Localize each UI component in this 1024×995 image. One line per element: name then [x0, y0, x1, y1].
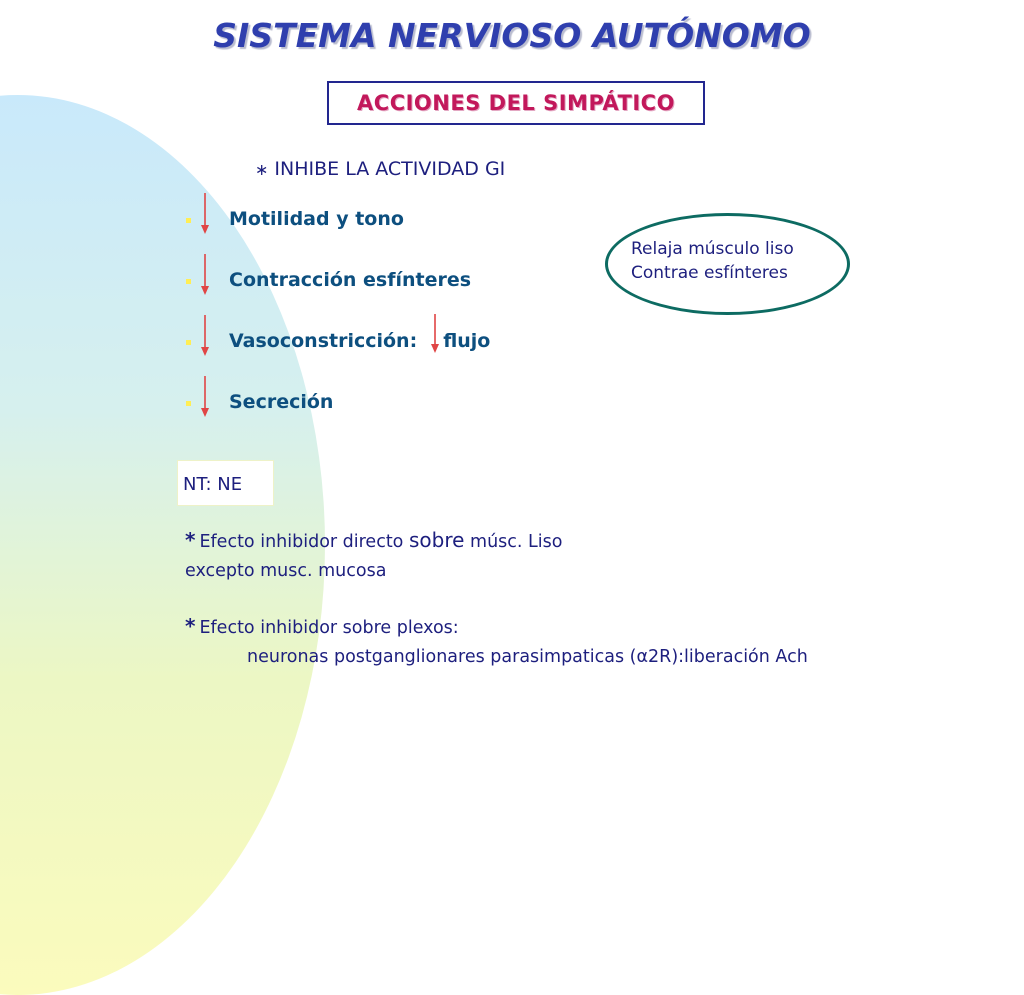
subtitle-box: [327, 81, 705, 125]
effect-2-text-c: 2R):liberación Ach: [648, 647, 808, 667]
list-item-motilidad: [184, 207, 604, 247]
bullet-square-icon: [186, 218, 191, 223]
down-arrow-icon: [198, 254, 212, 296]
list-item-label-main: Vasoconstricción:: [229, 330, 418, 352]
bullet-square-icon: [186, 279, 191, 284]
list-item-label: Motilidad y tono: [229, 208, 404, 230]
list-item-contraccion: [184, 268, 604, 308]
neurotransmitter-label: NT: NE: [183, 474, 243, 495]
list-item-label-flujo: flujo: [443, 330, 491, 352]
effect-1-text-a: Efecto inhibidor directo: [199, 532, 404, 552]
section-heading-text: INHIBE LA ACTIVIDAD GI: [274, 158, 506, 180]
slide-title: SISTEMA NERVIOSO AUTÓNOMO: [213, 16, 811, 55]
annotation-text: [631, 237, 794, 285]
list-item-vasoconstriccion: [184, 329, 604, 369]
section-heading: [255, 158, 505, 180]
bullet-square-icon: [186, 340, 191, 345]
effect-2: [185, 612, 808, 672]
annotation-line-1: Relaja músculo liso: [631, 239, 794, 259]
asterisk-icon: *: [185, 614, 196, 638]
effect-2-text-b: neuronas postganglionares parasimpaticas (: [247, 647, 637, 667]
annotation-line-2: Contrae esfínteres: [631, 263, 788, 283]
effect-2-line-2: [185, 643, 808, 672]
effect-2-line-1: [185, 612, 808, 643]
down-arrow-icon: [198, 193, 212, 235]
asterisk-icon: *: [185, 528, 196, 552]
asterisk-bullet-icon: ∗: [255, 160, 269, 179]
down-arrow-icon: [198, 315, 212, 357]
effect-1-line-1: [185, 526, 562, 557]
bullet-square-icon: [186, 401, 191, 406]
subtitle-text: ACCIONES DEL SIMPÁTICO: [357, 91, 675, 115]
effect-1: [185, 526, 562, 586]
list-item-label: [229, 330, 490, 352]
effect-1-text-c: músc. Liso: [470, 532, 563, 552]
down-arrow-icon: [198, 376, 212, 418]
list-item-secrecion: [184, 390, 604, 430]
effect-1-text-b: sobre: [408, 528, 465, 552]
effect-2-text-a: Efecto inhibidor sobre plexos:: [199, 618, 459, 638]
alpha-symbol: α: [636, 647, 649, 667]
list-item-label: Contracción esfínteres: [229, 269, 472, 291]
list-item-label: Secreción: [229, 391, 334, 413]
down-arrow-icon: [428, 314, 442, 354]
effect-1-line-2: excepto musc. mucosa: [185, 561, 387, 581]
